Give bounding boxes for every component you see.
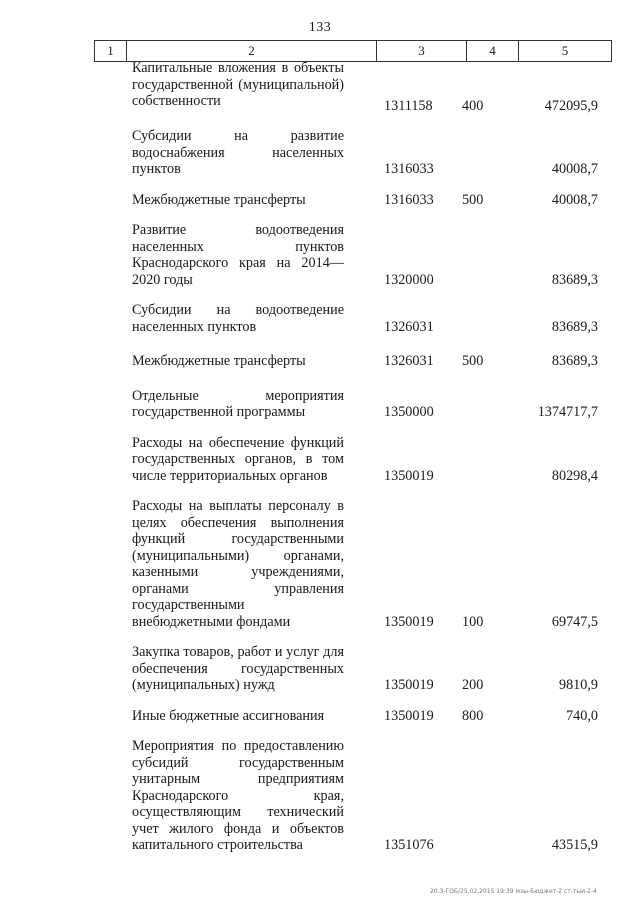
header-col-4: 4 (466, 41, 518, 61)
table-row (94, 353, 612, 370)
row-description: Расходы на обеспечение функций государственных органов, в том числе территориальных органов (132, 434, 344, 484)
table-row (94, 708, 612, 725)
row-kind: 800 (462, 707, 484, 724)
row-description: Развитие водоотведения населенных пунктов Краснодарского края на 2014—2020 годы (132, 222, 344, 288)
table-row (94, 60, 612, 114)
row-kind: 400 (462, 97, 484, 114)
table-body (94, 60, 612, 854)
header-col-1: 1 (94, 41, 126, 61)
row-description: Субсидии на водоотведение населенных пунктов (132, 302, 344, 335)
header-col-3: 3 (376, 41, 466, 61)
table-row (94, 192, 612, 209)
row-kind: 100 (462, 613, 484, 630)
table-row (94, 222, 612, 288)
row-amount: 1374717,7 (537, 404, 598, 420)
row-amount: 40008,7 (551, 161, 598, 177)
row-description: Расходы на выплаты персоналу в целях обеспечения выполнения функций государственными (муниципальными) органами, казенными учреждениями, органами управления государственными внебюджетными фондами (132, 498, 344, 630)
row-kind: 500 (462, 191, 484, 208)
row-code: 1350019 (384, 707, 434, 724)
row-code: 1311158 (384, 97, 433, 114)
table-row (94, 644, 612, 694)
row-code: 1350000 (384, 404, 434, 420)
row-description: Отдельные мероприятия государственной программы (132, 387, 344, 420)
table-row (94, 302, 612, 335)
table-row (94, 435, 612, 485)
row-description: Закупка товаров, работ и услуг для обеспечения государственных (муниципальных) нужд (132, 644, 344, 693)
row-amount: 43515,9 (551, 837, 598, 853)
row-amount: 740,0 (566, 707, 598, 724)
row-code: 1326031 (384, 318, 434, 335)
row-description: Мероприятия по предоставлению субсидий государственным унитарным предприятиям Краснодарского края, осуществляющим технический учет жилого фонда и объектов капитального строительства (132, 738, 344, 853)
row-amount: 80298,4 (551, 467, 598, 484)
table-row (94, 498, 612, 630)
row-kind: 200 (462, 677, 484, 693)
row-amount: 40008,7 (551, 191, 598, 208)
row-description: Иные бюджетные ассигнования (132, 707, 325, 724)
row-code: 1316033 (384, 161, 434, 177)
row-code: 1350019 (384, 467, 434, 484)
table-row (94, 738, 612, 854)
row-code: 1316033 (384, 191, 434, 208)
table-row (94, 388, 612, 421)
table-header (94, 40, 612, 62)
row-amount: 472095,9 (544, 97, 598, 114)
row-amount: 83689,3 (551, 318, 598, 335)
row-description: Капитальные вложения в объекты государственной (муниципальной) собственности (132, 60, 344, 109)
row-kind: 500 (462, 353, 484, 369)
header-col-5: 5 (518, 41, 612, 61)
row-code: 1320000 (384, 271, 434, 288)
row-amount: 9810,9 (558, 677, 598, 693)
row-amount: 69747,5 (551, 613, 598, 630)
row-description: Межбюджетные трансферты (132, 191, 306, 208)
row-amount: 83689,3 (551, 353, 598, 369)
row-code: 1350019 (384, 677, 434, 693)
page-number: 133 (308, 20, 332, 35)
footer-document-stamp: 20.3-ГОБ/25.02.2015 19:39 мзы-Бюджет-2 ст-тыи-2-4 (430, 888, 597, 895)
row-description: Межбюджетные трансферты (132, 353, 306, 369)
table-row (94, 128, 612, 178)
row-code: 1350019 (384, 613, 434, 630)
row-code: 1326031 (384, 353, 434, 369)
header-col-2: 2 (126, 41, 376, 61)
row-code: 1351076 (384, 837, 434, 853)
row-description: Субсидии на развитие водоснабжения населенных пунктов (132, 128, 344, 177)
row-amount: 83689,3 (551, 271, 598, 288)
